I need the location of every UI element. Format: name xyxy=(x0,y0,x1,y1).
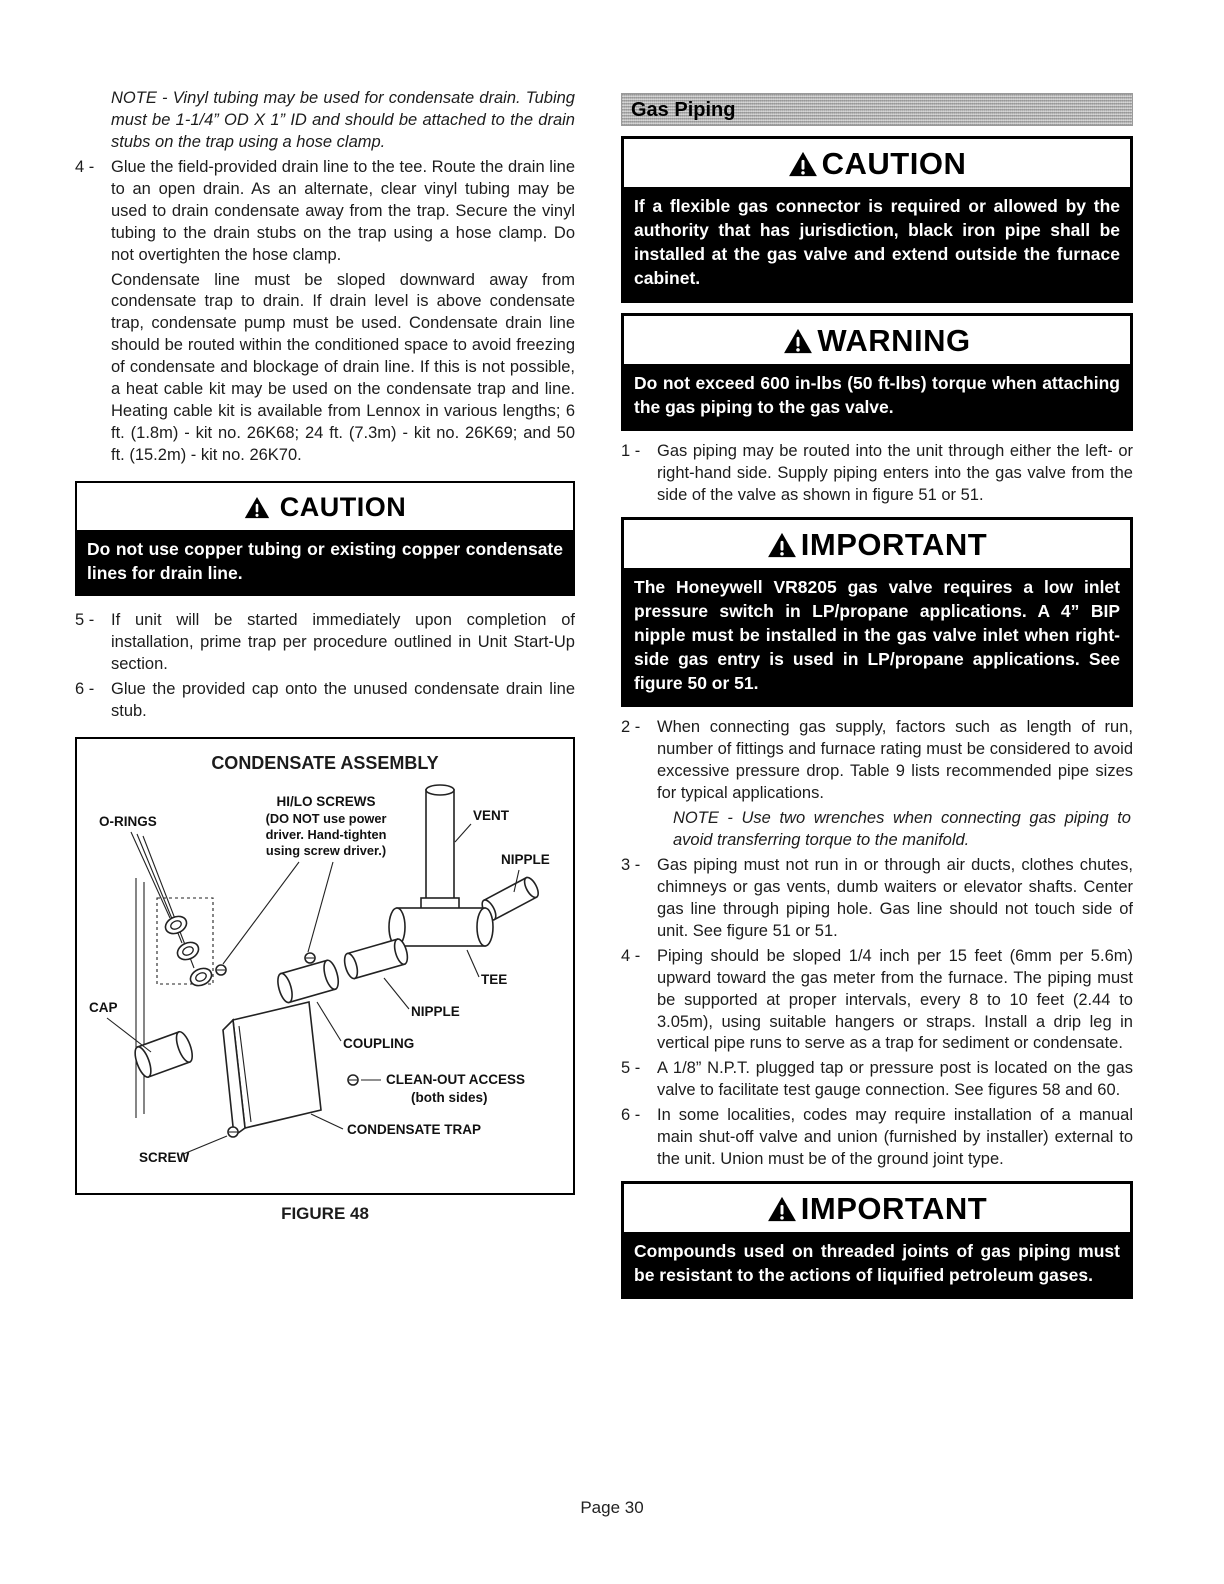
leader-line xyxy=(384,978,409,1009)
label-hilo-note: using screw driver.) xyxy=(265,842,387,858)
leader-line xyxy=(308,862,333,952)
caution-box-title xyxy=(624,139,1130,187)
label-vent: VENT xyxy=(473,807,510,823)
leader-line xyxy=(223,862,299,964)
o-ring xyxy=(188,965,215,989)
label-hilo-note: (DO NOT use power xyxy=(265,810,387,826)
warning-triangle-icon xyxy=(783,328,813,354)
label-cleanout: CLEAN-OUT ACCESS xyxy=(386,1071,526,1087)
label-cleanout-note: (both sides) xyxy=(411,1089,488,1105)
cleanout-screw xyxy=(348,1075,358,1085)
figure-title: CONDENSATE ASSEMBLY xyxy=(211,752,439,773)
caution-box-title xyxy=(77,483,573,530)
important-box-title xyxy=(624,520,1130,568)
list-item-1 xyxy=(621,441,1133,507)
caution-box-body: Do not use copper tubing or existing copper condensate lines for drain line. xyxy=(77,530,573,594)
list-text: When connecting gas supply, factors such as length of run, number of fittings and furnace rating must be considered to avoid excessive pressure drop. Table 9 lists recommended pipe sizes for typical applications. xyxy=(657,718,1133,803)
label-cap: CAP xyxy=(89,999,118,1015)
condensate-assembly-diagram xyxy=(81,780,569,1172)
leader-line xyxy=(311,1114,343,1129)
figure-caption: FIGURE 48 xyxy=(281,1203,369,1223)
list-number: 4 - xyxy=(621,946,641,965)
label-hilo-note: driver. Hand-tighten xyxy=(265,826,387,842)
list-item-5 xyxy=(75,610,575,676)
gas-piping-section-header: Gas Piping xyxy=(621,93,1133,126)
label-tee: TEE xyxy=(481,971,508,987)
leader-line xyxy=(131,832,170,918)
label-coupling: COUPLING xyxy=(343,1035,415,1051)
list-text: Glue the provided cap onto the unused condensate drain line stub. xyxy=(111,680,575,720)
condensate-trap xyxy=(223,1002,321,1136)
cap xyxy=(132,1030,196,1079)
list-text: If unit will be started immediately upon completion of installation, prime trap per procedure outlined in Unit Start-Up section. xyxy=(111,611,575,674)
list-text: Piping should be sloped 1/4 inch per 15 feet (6mm per 5.6m) upward toward the gas meter from the furnace. The piping must be supported at proper intervals, every 8 to 10 feet (2.44 to 3.05m), using suitable hangers or straps. Install a drip leg in vertical pipe runs to serve as a trap for sediment or condensate. xyxy=(657,946,1133,1053)
important-box-title xyxy=(624,1184,1130,1232)
leader-line xyxy=(181,1136,227,1155)
note-vinyl-tubing: NOTE - Vinyl tubing may be used for condensate drain. Tubing must be 1-1/4” OD X 1” ID and should be attached to the drain stubs on the trap using a hose clamp. xyxy=(111,89,575,151)
caution-box-body: If a flexible gas connector is required or allowed by the authority that has jurisdiction, black iron pipe shall be installed at the gas valve and extend outside the furnace cabinet. xyxy=(624,187,1130,300)
list-text: Glue the field-provided drain line to the tee. Route the drain line to an open drain. As an alternate, clear vinyl tubing may be used to drain condensate away from the trap. Secure the vinyl tubing to the drain stubs on the trap using a hose clamp. Do not overtighten the hose clamp. xyxy=(111,157,575,264)
important-box-body: The Honeywell VR8205 gas valve requires a low inlet pressure switch in LP/propane applications. A 4” BIP nipple must be installed in the gas valve inlet when right-side gas entry is used in LP/propane applications. See figure 50 or 51. xyxy=(624,568,1130,705)
important-box-gas-valve xyxy=(621,517,1133,708)
important-box-body: Compounds used on threaded joints of gas piping must be resistant to the actions of liquified petroleum gases. xyxy=(624,1232,1130,1296)
tee-fitting xyxy=(389,898,493,946)
hilo-screw xyxy=(305,953,315,963)
warning-triangle-icon xyxy=(767,1196,797,1222)
important-box-compounds xyxy=(621,1181,1133,1299)
figure-48-box xyxy=(75,737,575,1195)
list-item-5-right xyxy=(621,1058,1133,1102)
list-number: 6 - xyxy=(621,1106,641,1125)
o-ring xyxy=(175,939,202,963)
list-number: 5 - xyxy=(621,1059,641,1078)
nipple-middle xyxy=(342,938,410,980)
warning-triangle-icon xyxy=(244,496,270,519)
left-column xyxy=(75,88,575,1224)
list-number: 2 - xyxy=(621,718,641,737)
list-item-6-right xyxy=(621,1105,1133,1171)
warning-triangle-icon xyxy=(767,532,797,558)
condensate-line-paragraph: Condensate line must be sloped downward away from condensate trap to drain. If drain level is above condensate trap, condensate pump must be used. Condensate drain line should be routed within the conditioned space to avoid freezing of condensate and blockage of drain line. If this is not possible, a heat cable kit may be used on the condensate trap and line. Heating cable kit is available from Lennox in various lengths; 6 ft. (1.8m) - kit no. 26K68; 24 ft. (7.3m) - kit no. 26K69; and 50 ft. (15.2m) - kit no. 26K70. xyxy=(111,270,575,464)
label-orings: O-RINGS xyxy=(99,813,157,829)
list-text: Gas piping must not run in or through air ducts, clothes chutes, chimneys or gas vents, dumb waiters or elevator shafts. Center gas line through piping hole. Gas line should not touch side of unit. See figure 51 or 51. xyxy=(657,855,1133,940)
list-number: 1 - xyxy=(621,441,641,460)
coupling xyxy=(275,959,341,1004)
warning-title-text: WARNING xyxy=(817,322,971,358)
vent-pipe xyxy=(426,785,454,902)
trap-screw xyxy=(228,1127,238,1137)
important-title-text: IMPORTANT xyxy=(800,526,988,562)
o-ring xyxy=(163,913,190,937)
list-number: 5 - xyxy=(75,611,95,630)
label-nipple-middle: NIPPLE xyxy=(411,1003,460,1019)
important-title-text: IMPORTANT xyxy=(800,1191,988,1227)
list-number: 3 - xyxy=(621,855,641,874)
list-number: 6 - xyxy=(75,680,95,699)
right-column xyxy=(621,93,1133,1309)
caution-title-text: CAUTION xyxy=(821,146,967,181)
warning-triangle-icon xyxy=(788,151,818,177)
label-hilo-screws: HI/LO SCREWS xyxy=(276,793,376,809)
label-screw: SCREW xyxy=(139,1149,190,1165)
list-item-2 xyxy=(621,717,1133,805)
warning-box-title xyxy=(624,316,1130,364)
list-number: 4 - xyxy=(75,157,95,176)
page-number: Page 30 xyxy=(580,1498,644,1517)
list-item-3 xyxy=(621,855,1133,943)
warning-box-body: Do not exceed 600 in-lbs (50 ft-lbs) torque when attaching the gas piping to the gas valve. xyxy=(624,364,1130,428)
warning-box-torque xyxy=(621,313,1133,431)
list-text: In some localities, codes may require installation of a manual main shut-off valve and union (furnished by installer) external to the unit. Union must be of the ground joint type. xyxy=(657,1106,1133,1169)
label-condensate-trap: CONDENSATE TRAP xyxy=(347,1121,482,1137)
leader-line xyxy=(455,824,471,842)
hilo-screw xyxy=(216,965,226,975)
note-two-wrenches: NOTE - Use two wrenches when connecting gas piping to avoid transferring torque to the manifold. xyxy=(673,809,1131,850)
list-text: Gas piping may be routed into the unit through either the left- or right-hand side. Supply piping enters into the gas valve from the side of the valve as shown in figure 51 or 51. xyxy=(657,441,1133,504)
list-item-4-right xyxy=(621,946,1133,1056)
list-text: A 1/8” N.P.T. plugged tap or pressure post is located on the gas valve to facilitate test gauge connection. See figures 58 and 60. xyxy=(657,1059,1133,1100)
list-item-4 xyxy=(75,157,575,267)
list-item-6 xyxy=(75,679,575,723)
leader-line xyxy=(317,1002,341,1041)
leader-line xyxy=(467,950,479,977)
caution-title-text: CAUTION xyxy=(279,491,407,522)
caution-box-drain xyxy=(75,481,575,596)
caution-box-gas xyxy=(621,136,1133,303)
label-nipple-top: NIPPLE xyxy=(501,851,550,867)
